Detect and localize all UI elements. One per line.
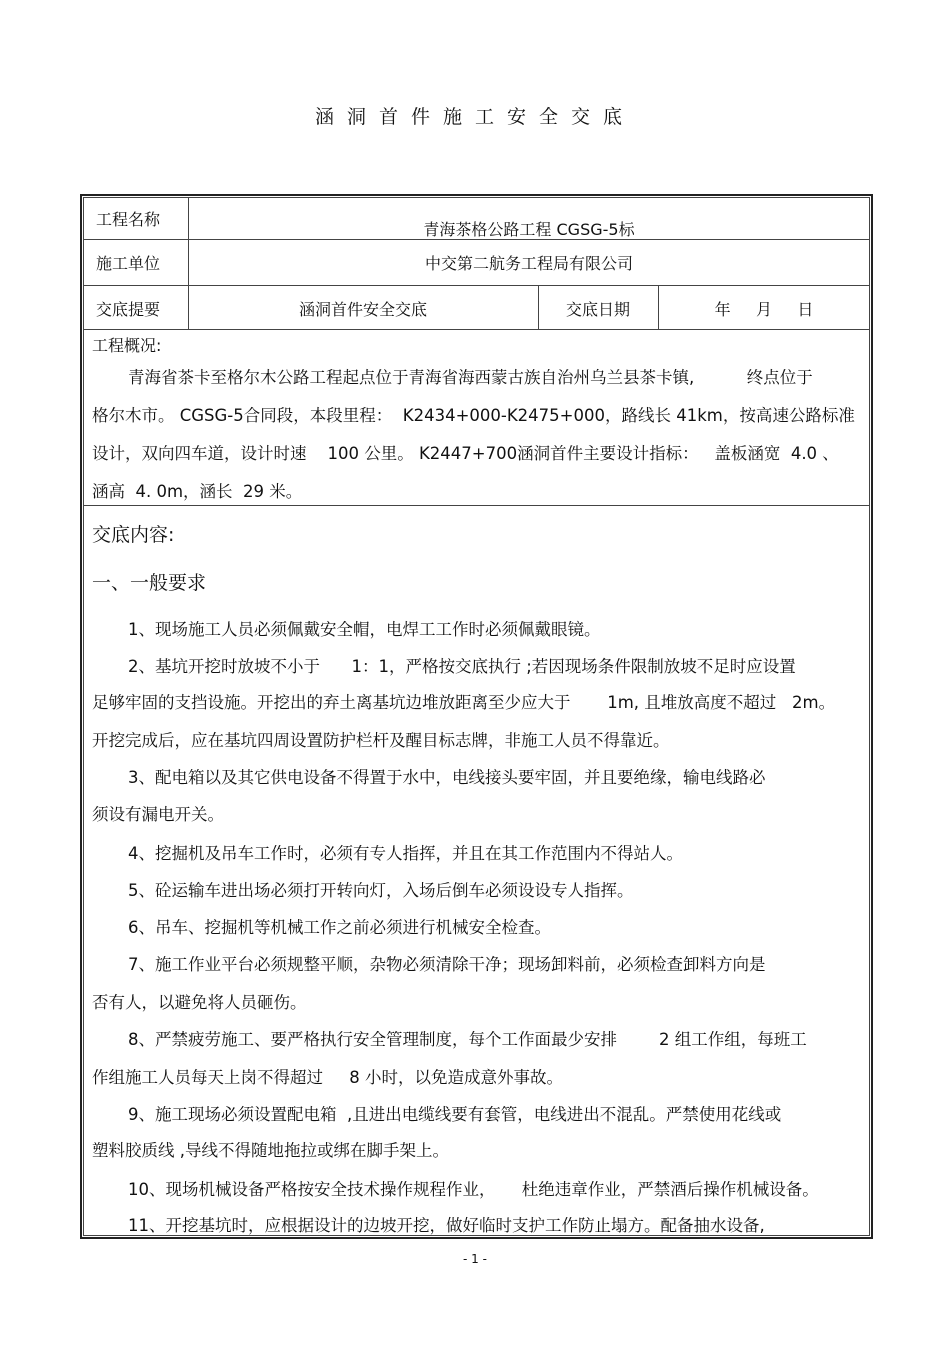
construction-unit-label: 施工单位 <box>96 254 161 273</box>
date-label: 交底日期 <box>565 300 630 319</box>
content-line: 8、严禁疲劳施工、要严格执行安全管理制度，每个工作面最少安排 2 组工作组，每班工 <box>128 1030 807 1049</box>
row-divider <box>83 285 870 286</box>
content-label: 交底内容: <box>92 524 175 546</box>
summary-label: 交底提要 <box>96 300 161 319</box>
content-line: 作组施工人员每天上岗不得超过 8 小时，以免造成意外事故。 <box>92 1068 563 1087</box>
content-line: 10、现场机械设备严格按安全技术操作规程作业， 杜绝违章作业，严禁酒后操作机械设备。 <box>128 1180 819 1199</box>
page-title: 涵洞首件施工安全交底 <box>314 106 635 128</box>
content-line: 1、现场施工人员必须佩戴安全帽，电焊工工作时必须佩戴眼镜。 <box>128 620 601 639</box>
summary-value: 涵洞首件安全交底 <box>298 300 427 319</box>
content-line: 3、配电箱以及其它供电设备不得置于水中，电线接头要牢固，并且要绝缘，输电线路必 <box>128 768 766 787</box>
content-line: 4、挖掘机及吊车工作时，必须有专人指挥，并且在其工作范围内不得站人。 <box>128 844 683 863</box>
content-line: 6、吊车、挖掘机等机械工作之前必须进行机械安全检查。 <box>128 918 551 937</box>
content-line: 否有人，以避免将人员砸伤。 <box>92 993 307 1012</box>
content-line: 开挖完成后，应在基坑四周设置防护栏杆及醒目标志牌，非施工人员不得靠近。 <box>92 731 670 750</box>
content-line: 5、砼运输车进出场必须打开转向灯，入场后倒车必须设设专人指挥。 <box>128 881 634 900</box>
content-line: 7、施工作业平台必须规整平顺，杂物必须清除干净；现场卸料前，必须检查卸料方向是 <box>128 955 766 974</box>
overview-line: 格尔木市。 CGSG-5合同段，本段里程： K2434+000-K2475+000，路线长 41km，按高速公路标准 <box>92 406 855 425</box>
section-heading: 一、一般要求 <box>92 572 207 594</box>
row-divider <box>83 505 870 506</box>
overview-line: 涵高 4. 0m，涵长 29 米。 <box>92 482 303 501</box>
project-name-value: 青海茶格公路工程 CGSG-5标 <box>423 220 635 239</box>
content-line: 11、开挖基坑时，应根据设计的边坡开挖，做好临时支护工作防止塌方。配备抽水设备, <box>128 1216 765 1235</box>
page-number: - 1 - <box>463 1252 487 1266</box>
overview-label: 工程概况: <box>92 336 162 355</box>
overview-line: 设计，双向四车道，设计时速 100 公里。 K2447+700涵洞首件主要设计指标： 盖板涵宽 4.0 、 <box>92 444 839 463</box>
content-line: 塑料胶质线 ,导线不得随地拖拉或绑在脚手架上。 <box>92 1141 449 1160</box>
row-divider <box>83 329 870 330</box>
content-line: 须设有漏电开关。 <box>92 805 224 824</box>
overview-line: 青海省茶卡至格尔木公路工程起点位于青海省海西蒙古族自治州乌兰县茶卡镇, 终点位于 <box>128 368 813 387</box>
date-value: 年 月 日 <box>714 300 814 319</box>
content-line: 2、基坑开挖时放坡不小于 1：1，严格按交底执行 ;若因现场条件限制放坡不足时应设置 <box>128 657 796 676</box>
content-line: 9、施工现场必须设置配电箱 ,且进出电缆线要有套管，电线进出不混乱。严禁使用花线或 <box>128 1105 782 1124</box>
construction-unit-value: 中交第二航务工程局有限公司 <box>424 254 633 273</box>
project-name-label: 工程名称 <box>96 210 161 229</box>
content-line: 足够牢固的支挡设施。开挖出的弃土离基坑边堆放距离至少应大于 1m, 且堆放高度不超过 2m。 <box>92 693 836 712</box>
